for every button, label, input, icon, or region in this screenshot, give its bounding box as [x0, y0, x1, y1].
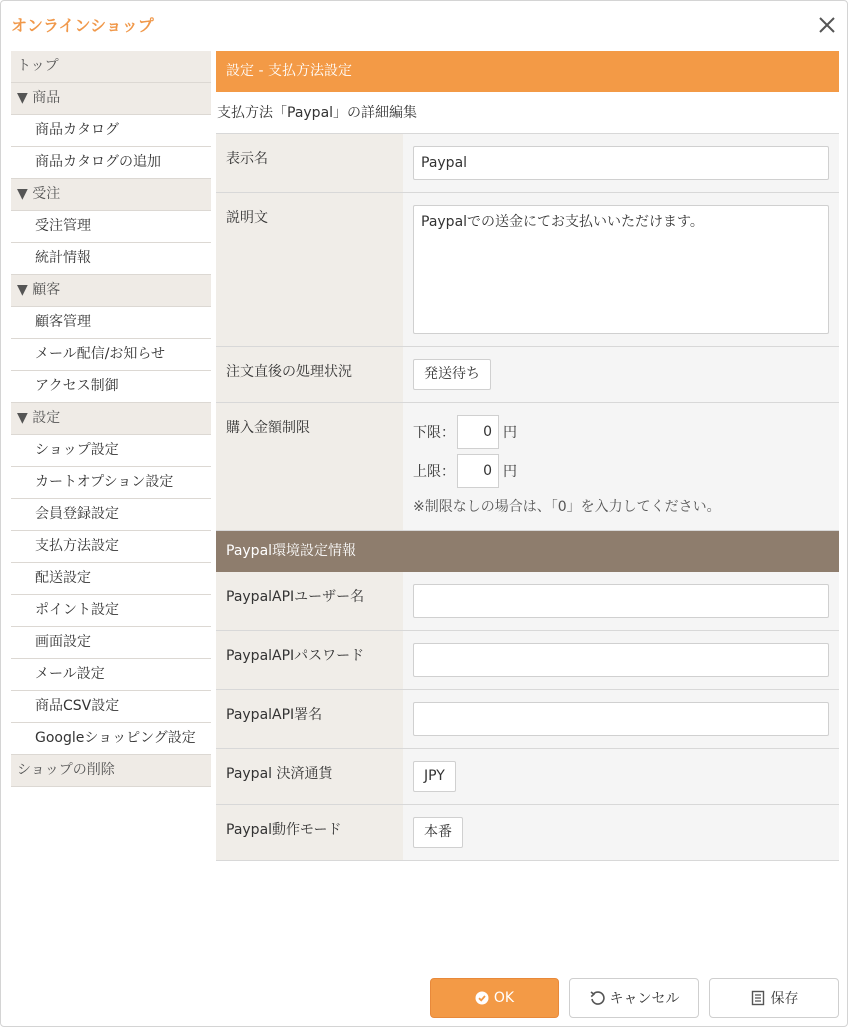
save-button[interactable]	[709, 978, 839, 1018]
api-user-row	[216, 572, 839, 631]
document-icon	[750, 990, 766, 1006]
sidebar-group-header[interactable]: ショップの削除	[11, 755, 211, 787]
ok-button[interactable]	[430, 978, 559, 1018]
sidebar-item[interactable]: 商品カタログの追加	[11, 147, 211, 179]
mode-label: Paypal動作モード	[216, 805, 403, 860]
sidebar-item[interactable]: 支払方法設定	[11, 531, 211, 563]
mode-row	[216, 805, 839, 861]
save-label: 保存	[770, 991, 799, 1007]
section-header: Paypal環境設定情報	[216, 531, 839, 572]
sidebar-item[interactable]: ショップ設定	[11, 435, 211, 467]
lower-limit-input[interactable]	[457, 415, 499, 449]
check-circle-icon	[475, 991, 489, 1005]
sidebar-group-header[interactable]: ▼ 商品	[11, 83, 211, 115]
sidebar-item[interactable]: メール設定	[11, 659, 211, 691]
ok-label: OK	[493, 990, 515, 1006]
status-select[interactable]: 発送待ち	[413, 359, 491, 390]
close-icon	[813, 11, 841, 39]
cancel-label: キャンセル	[609, 991, 680, 1007]
mode-select[interactable]: 本番	[413, 817, 463, 848]
page-subtitle: 支払方法「Paypal」の詳細編集	[216, 92, 839, 134]
sidebar-group-header[interactable]: トップ	[11, 51, 211, 83]
sidebar-item[interactable]: アクセス制御	[11, 371, 211, 403]
page-header: 設定 - 支払方法設定	[216, 51, 839, 92]
sidebar-group-header[interactable]: ▼ 顧客	[11, 275, 211, 307]
sidebar-item[interactable]: ポイント設定	[11, 595, 211, 627]
sidebar-item[interactable]: 受注管理	[11, 211, 211, 243]
upper-limit-unit: 円	[503, 464, 517, 480]
description-textarea[interactable]	[413, 205, 829, 334]
sidebar-item[interactable]: 顧客管理	[11, 307, 211, 339]
sidebar-item[interactable]: 画面設定	[11, 627, 211, 659]
api-signature-input[interactable]	[413, 702, 829, 736]
sidebar-item[interactable]: 配送設定	[11, 563, 211, 595]
description-label: 説明文	[216, 193, 403, 346]
lower-limit-unit: 円	[503, 425, 517, 441]
upper-limit-label: 上限：	[413, 464, 455, 480]
lower-limit-label: 下限：	[413, 425, 455, 441]
app-title: オンラインショップ	[11, 16, 154, 35]
upper-limit-input[interactable]	[457, 454, 499, 488]
api-user-input[interactable]	[413, 584, 829, 618]
limit-row	[216, 403, 839, 531]
sidebar-group-header[interactable]: ▼ 受注	[11, 179, 211, 211]
sidebar-item[interactable]: メール配信/お知らせ	[11, 339, 211, 371]
sidebar-item[interactable]: 商品カタログ	[11, 115, 211, 147]
limit-note: ※制限なしの場合は、「0」を入力してください。	[413, 499, 721, 515]
sidebar-item[interactable]: カートオプション設定	[11, 467, 211, 499]
sidebar-item[interactable]: 会員登録設定	[11, 499, 211, 531]
api-signature-label: PaypalAPI署名	[216, 690, 403, 748]
close-button[interactable]	[813, 11, 841, 39]
undo-icon	[589, 990, 605, 1006]
api-signature-row	[216, 690, 839, 749]
sidebar	[11, 51, 211, 787]
cancel-button[interactable]	[569, 978, 699, 1018]
display-name-input[interactable]	[413, 146, 829, 180]
currency-select[interactable]: JPY	[413, 761, 456, 792]
api-password-input[interactable]	[413, 643, 829, 677]
api-user-label: PaypalAPIユーザー名	[216, 572, 403, 630]
display-name-row	[216, 134, 839, 193]
status-label: 注文直後の処理状況	[216, 347, 403, 402]
sidebar-item[interactable]: Googleショッピング設定	[11, 723, 211, 755]
status-row	[216, 347, 839, 403]
sidebar-item[interactable]: 商品CSV設定	[11, 691, 211, 723]
limit-label: 購入金額制限	[216, 403, 403, 530]
api-password-row	[216, 631, 839, 690]
main-panel	[216, 51, 839, 861]
currency-row	[216, 749, 839, 805]
currency-label: Paypal 決済通貨	[216, 749, 403, 804]
description-row	[216, 193, 839, 347]
api-password-label: PaypalAPIパスワード	[216, 631, 403, 689]
display-name-label: 表示名	[216, 134, 403, 192]
sidebar-group-header[interactable]: ▼ 設定	[11, 403, 211, 435]
sidebar-item[interactable]: 統計情報	[11, 243, 211, 275]
